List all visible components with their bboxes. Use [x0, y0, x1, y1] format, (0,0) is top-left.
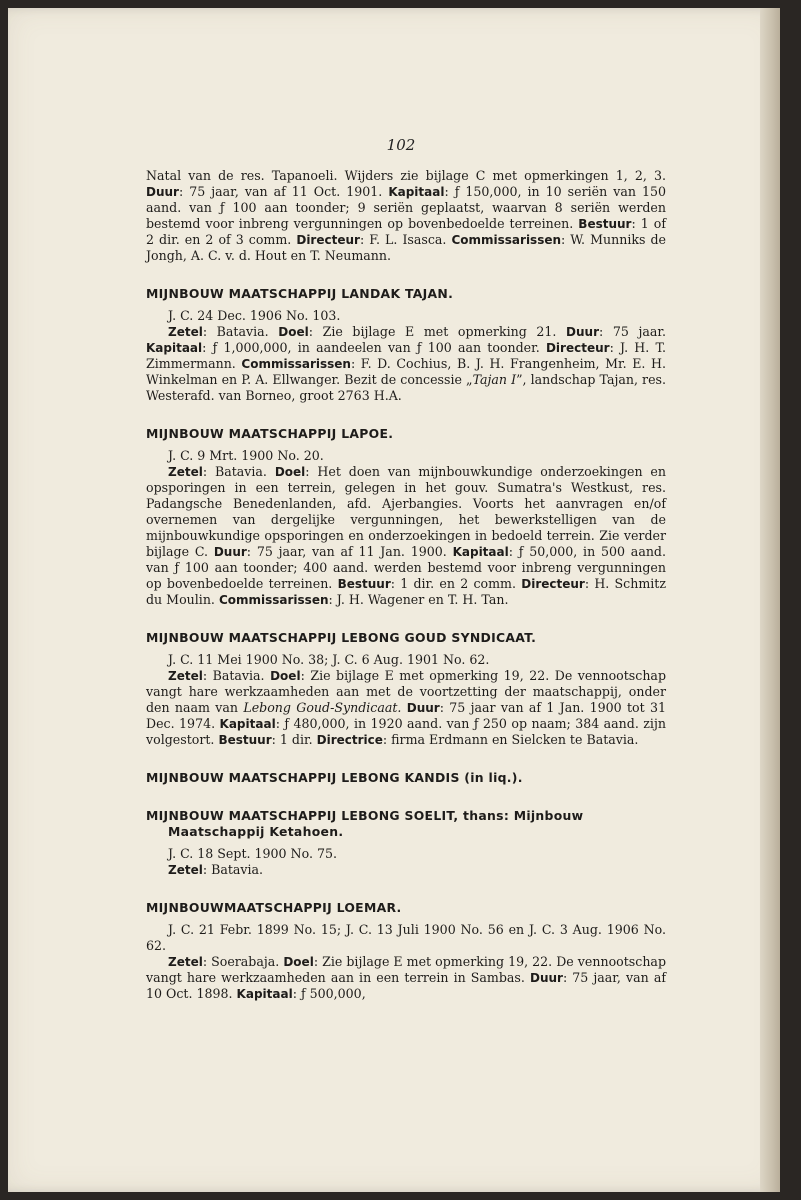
entry-lebong-kandis [146, 770, 666, 786]
entry-body: Zetel: Soerabaja. Doel: Zie bijlage E met opmerking 19, 22. De vennootschap vangt hare werkzaamheden aan in een terrein in Sambas. Duur: 75 jaar, van af 10 Oct. 1898. Kapitaal: ƒ 500,000, [146, 954, 666, 1001]
entry-date: J. C. 11 Mei 1900 No. 38; J. C. 6 Aug. 1901 No. 62. [168, 652, 490, 667]
entry-heading: MIJNBOUW MAATSCHAPPIJ LAPOE. [146, 426, 394, 441]
entry-lebong-soelit [146, 808, 666, 878]
entry-date: J. C. 18 Sept. 1900 No. 75. [168, 846, 337, 861]
entry-heading: MIJNBOUW MAATSCHAPPIJ LEBONG SOELIT, thans: Mijnbouw Maatschappij Ketahoen. [146, 808, 584, 839]
intro-paragraph: Natal van de res. Tapanoeli. Wijders zie bijlage C met opmerkingen 1, 2, 3. Duur: 75 jaar, van af 11 Oct. 1901. Kapitaal: ƒ 150,000, in 10 seriën van 150 aand. van ƒ 100 aan toonder; 9 seriën geplaatst, waarvan 8 seriën werden bestemd voor inbreng vergunningen op bovenbedoelde terreinen. Bestuur: 1 of 2 dir. en 2 of 3 comm. Directeur: F. L. Isasca. Commissarissen: W. Munniks de Jongh, A. C. v. d. Hout en T. Neumann. [146, 168, 666, 263]
entry-body: Zetel: Batavia. Doel: Het doen van mijnbouwkundige onderzoekingen en opsporingen in een terrein, gelegen in het gouv. Sumatra's Westkust, res. Padangsche Benedenlanden, afd. Ajerbangies. Voorts het aanvragen en/of overnemen van dergelijke vergunningen, het bewerkstelligen van de mijnbouwkundige opsporingen en onderzoekingen in bedoeld terrein. Zie verder bijlage C. Duur: 75 jaar, van af 11 Jan. 1900. Kapitaal: ƒ 50,000, in 500 aand. van ƒ 100 aan toonder; 400 aand. werden bestemd voor inbreng vergunningen op bovenbedoelde terreinen. Bestuur: 1 dir. en 2 comm. Directeur: H. Schmitz du Moulin. Commissarissen: J. H. Wagener en T. H. Tan. [146, 464, 666, 607]
page-spine [760, 8, 780, 1192]
entry-loemar [146, 900, 666, 1002]
entry-heading: MIJNBOUW MAATSCHAPPIJ LANDAK TAJAN. [146, 286, 454, 301]
entry-date: J. C. 9 Mrt. 1900 No. 20. [168, 448, 324, 463]
entry-lebong-goud [146, 630, 666, 748]
page-content [146, 168, 666, 1002]
entry-body: Zetel: Batavia. [168, 862, 264, 877]
entry-heading: MIJNBOUWMAATSCHAPPIJ LOEMAR. [146, 900, 402, 915]
entry-landak-tajan [146, 286, 666, 404]
entry-heading: MIJNBOUW MAATSCHAPPIJ LEBONG KANDIS (in liq.). [146, 770, 523, 785]
entry-date: J. C. 21 Febr. 1899 No. 15; J. C. 13 Juli 1900 No. 56 en J. C. 3 Aug. 1906 No. 62. [146, 922, 666, 953]
entry-body: Zetel: Batavia. Doel: Zie bijlage E met opmerking 21. Duur: 75 jaar. Kapitaal: ƒ 1,000,000, in aandeelen van ƒ 100 aan toonder. Directeur: J. H. T. Zimmermann. Commissarissen: F. D. Cochius, B. J. H. Frangenheim, Mr. E. H. Winkelman en P. A. Ellwanger. Bezit de concessie „Tajan I”, landschap Tajan, res. Westerafd. van Borneo, groot 2763 H.A. [146, 324, 667, 403]
entry-body: Zetel: Batavia. Doel: Zie bijlage E met opmerking 19, 22. De vennootschap vangt hare werkzaamheden aan met de voortzetting der maatschappij, onder den naam van Lebong Goud-Syndicaat. Duur: 75 jaar van af 1 Jan. 1900 tot 31 Dec. 1974. Kapitaal: ƒ 480,000, in 1920 aand. van ƒ 250 op naam; 384 aand. zijn volgestort. Bestuur: 1 dir. Directrice: firma Erdmann en Sielcken te Batavia. [146, 668, 667, 747]
entry-heading: MIJNBOUW MAATSCHAPPIJ LEBONG GOUD SYNDICAAT. [146, 630, 537, 645]
entry-lapoe [146, 426, 666, 608]
page-number: 102 [386, 136, 416, 154]
book-page [8, 8, 780, 1192]
entry-date: J. C. 24 Dec. 1906 No. 103. [168, 308, 341, 323]
